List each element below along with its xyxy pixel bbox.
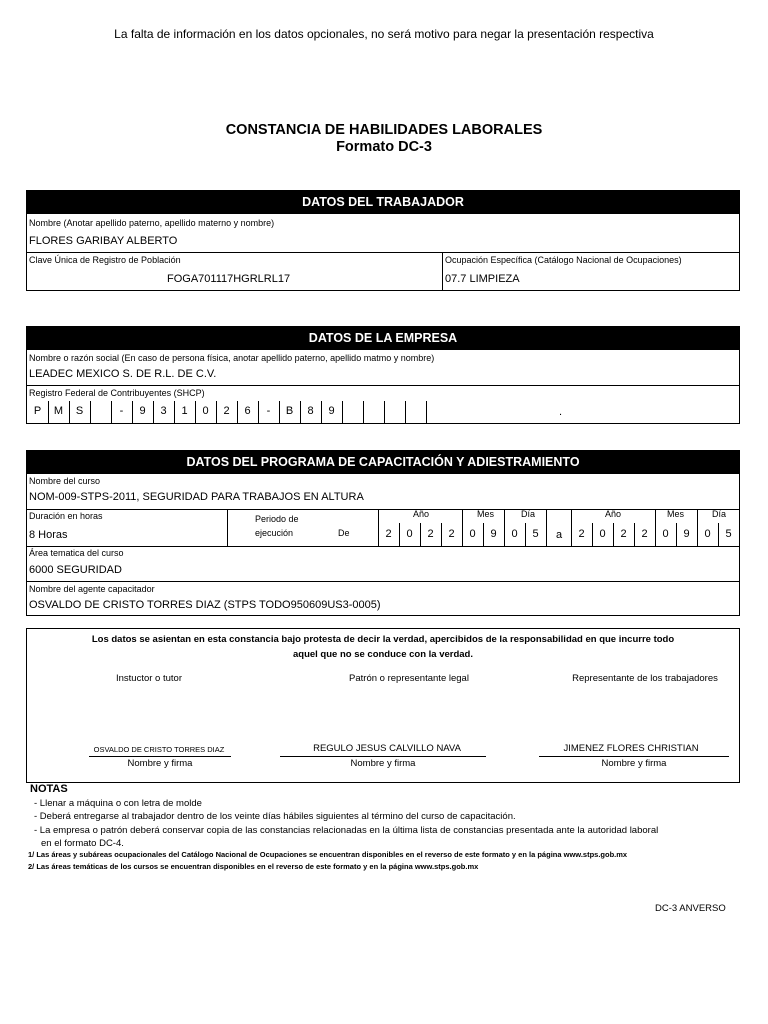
workers-rep-caption: Nombre y firma: [601, 758, 667, 769]
rfc-char-cell[interactable]: 8: [307, 405, 314, 417]
to-day-label: Día: [712, 509, 727, 519]
period-label-1: Periodo de: [255, 514, 299, 524]
from-month-label: Mes: [477, 509, 495, 519]
de-label: De: [338, 528, 350, 538]
to-date-digit[interactable]: 9: [683, 528, 690, 540]
rfc-char-cell[interactable]: S: [75, 405, 84, 417]
duration-label: Duración en horas: [29, 511, 103, 521]
curp-label: Clave Única de Registro de Población: [29, 255, 181, 265]
to-date-digit[interactable]: 2: [578, 528, 585, 540]
rfc-cell-separator: [426, 401, 427, 423]
rfc-cell-separator: [342, 401, 343, 423]
note-item-1: - Llenar a máquina o con letra de molde: [34, 798, 202, 809]
occupation-value[interactable]: 07.7 LIMPIEZA: [445, 273, 520, 285]
from-date-separator: [546, 509, 547, 546]
signatures-section: [26, 628, 740, 783]
company-name-value[interactable]: LEADEC MEXICO S. DE R.L. DE C.V.: [29, 368, 217, 380]
note-item-3: - La empresa o patrón deberá conservar copia de las constancias relacionadas en la última lista de constancias presentada ante la autoridad laboral: [34, 825, 659, 836]
company-section: [26, 326, 740, 424]
footnote-1: 1/ Las áreas y subáreas ocupacionales del Catálogo Nacional de Ocupaciones se encuentran disponibles en el reverso de este formato y en la página www.stps.gob.mx: [28, 850, 628, 859]
instructor-sign-line: [89, 756, 231, 757]
note-item-2: - Deberá entregarse al trabajador dentro de los veinte días hábiles siguientes al término del curso de capacitación.: [34, 811, 516, 822]
period-label-2: ejecución: [255, 528, 294, 538]
company-name-label: Nombre o razón social (En caso de persona física, anotar apellido paterno, apellido matmo y nombre): [29, 353, 435, 363]
rfc-cell-separator: [384, 401, 385, 423]
rfc-cell-separator: [90, 401, 91, 423]
rfc-trailing: .: [559, 406, 563, 418]
employer-sign-line: [280, 756, 486, 757]
from-date-digit[interactable]: 5: [532, 528, 539, 540]
company-header: DATOS DE LA EMPRESA: [27, 327, 739, 349]
rfc-char-cell[interactable]: -: [119, 405, 124, 417]
employer-label: Patrón o representante legal: [349, 673, 469, 684]
worker-section: [26, 190, 740, 291]
agent-value[interactable]: OSVALDO DE CRISTO TORRES DIAZ (STPS TODO950609US3-0005): [29, 599, 381, 611]
area-label: Área tematica del curso: [29, 548, 124, 558]
footnote-2: 2/ Las áreas temáticas de los cursos se encuentran disponibles en el reverso de este formato y en la página www.stps.gob.mx: [28, 862, 479, 871]
to-date-digit[interactable]: 2: [641, 528, 648, 540]
program-header: DATOS DEL PROGRAMA DE CAPACITACIÓN Y ADIESTRAMIENTO: [27, 451, 739, 473]
workers-rep-name[interactable]: JIMENEZ FLORES CHRISTIAN: [563, 743, 699, 754]
occupation-label: Ocupación Específica (Catálogo Nacional de Ocupaciones): [445, 255, 682, 265]
rfc-char-cell[interactable]: P: [33, 405, 42, 417]
from-date-digit[interactable]: 0: [406, 528, 413, 540]
employer-name[interactable]: REGULO JESUS CALVILLO NAVA: [313, 743, 461, 754]
document-subtitle: Formato DC-3: [336, 139, 432, 155]
from-date-digit[interactable]: 0: [469, 528, 476, 540]
program-section: [26, 450, 740, 616]
to-date-digit[interactable]: 2: [620, 528, 627, 540]
from-day-label: Día: [521, 509, 536, 519]
worker-name-value[interactable]: FLORES GARIBAY ALBERTO: [29, 235, 178, 247]
rfc-char-cell[interactable]: 2: [223, 405, 230, 417]
rfc-label: Registro Federal de Contribuyentes (SHCP): [29, 388, 205, 398]
statement-line-1: Los datos se asientan en esta constancia bajo protesta de decir la verdad, apercibidos de la responsabilidad en que incurre todo: [91, 634, 675, 645]
note-item-4: en el formato DC-4.: [41, 838, 124, 849]
footer-code: DC-3 ANVERSO: [655, 903, 726, 914]
workers-rep-sign-line: [539, 756, 729, 757]
rfc-char-cell[interactable]: 1: [181, 405, 188, 417]
a-label: a: [556, 529, 563, 541]
agent-label: Nombre del agente capacitador: [29, 584, 155, 594]
to-date-digit[interactable]: 0: [704, 528, 711, 540]
rfc-char-cell[interactable]: 6: [244, 405, 251, 417]
document-title: CONSTANCIA DE HABILIDADES LABORALES: [225, 122, 543, 138]
to-date-digit[interactable]: 0: [599, 528, 606, 540]
instructor-caption: Nombre y firma: [127, 758, 193, 769]
instructor-name[interactable]: OSVALDO DE CRISTO TORRES DIAZ: [93, 745, 225, 754]
area-value[interactable]: 6000 SEGURIDAD: [29, 564, 122, 576]
employer-caption: Nombre y firma: [350, 758, 416, 769]
rfc-char-cell[interactable]: 9: [328, 405, 335, 417]
curp-value[interactable]: FOGA701117HGRLRL17: [167, 273, 291, 285]
rfc-char-cell[interactable]: 3: [160, 405, 167, 417]
from-date-digit[interactable]: 2: [448, 528, 455, 540]
instructor-label: Instuctor o tutor: [115, 673, 182, 684]
rfc-char-cell[interactable]: -: [266, 405, 271, 417]
notes-title: NOTAS: [30, 783, 68, 795]
rfc-cell-separator: [363, 401, 364, 423]
to-date-separator: [739, 509, 740, 546]
top-note: La falta de información en los datos opcionales, no será motivo para negar la presentación respectiva: [114, 27, 654, 41]
from-date-digit[interactable]: 9: [490, 528, 497, 540]
workers-rep-label: Representante de los trabajadores: [572, 673, 718, 684]
rfc-cell-separator: [405, 401, 406, 423]
to-date-digit[interactable]: 0: [662, 528, 669, 540]
to-year-label: Año: [605, 509, 622, 519]
rfc-char-cell[interactable]: 0: [202, 405, 209, 417]
rfc-char-cell[interactable]: 9: [139, 405, 146, 417]
from-date-digit[interactable]: 2: [427, 528, 434, 540]
to-date-digit[interactable]: 5: [725, 528, 732, 540]
from-year-label: Año: [413, 509, 430, 519]
from-date-digit[interactable]: 0: [511, 528, 518, 540]
course-label: Nombre del curso: [29, 476, 101, 486]
worker-name-label: Nombre (Anotar apellido paterno, apellido materno y nombre): [29, 218, 275, 228]
rfc-char-cell[interactable]: M: [53, 405, 64, 417]
worker-header: DATOS DEL TRABAJADOR: [27, 191, 739, 213]
statement-line-2: aquel que no se conduce con la verdad.: [292, 649, 474, 660]
course-value[interactable]: NOM-009-STPS-2011, SEGURIDAD PARA TRABAJOS EN ALTURA: [29, 491, 364, 503]
to-month-label: Mes: [667, 509, 685, 519]
rfc-char-cell[interactable]: B: [285, 405, 294, 417]
duration-value[interactable]: 8 Horas: [29, 529, 68, 541]
from-date-digit[interactable]: 2: [385, 528, 392, 540]
